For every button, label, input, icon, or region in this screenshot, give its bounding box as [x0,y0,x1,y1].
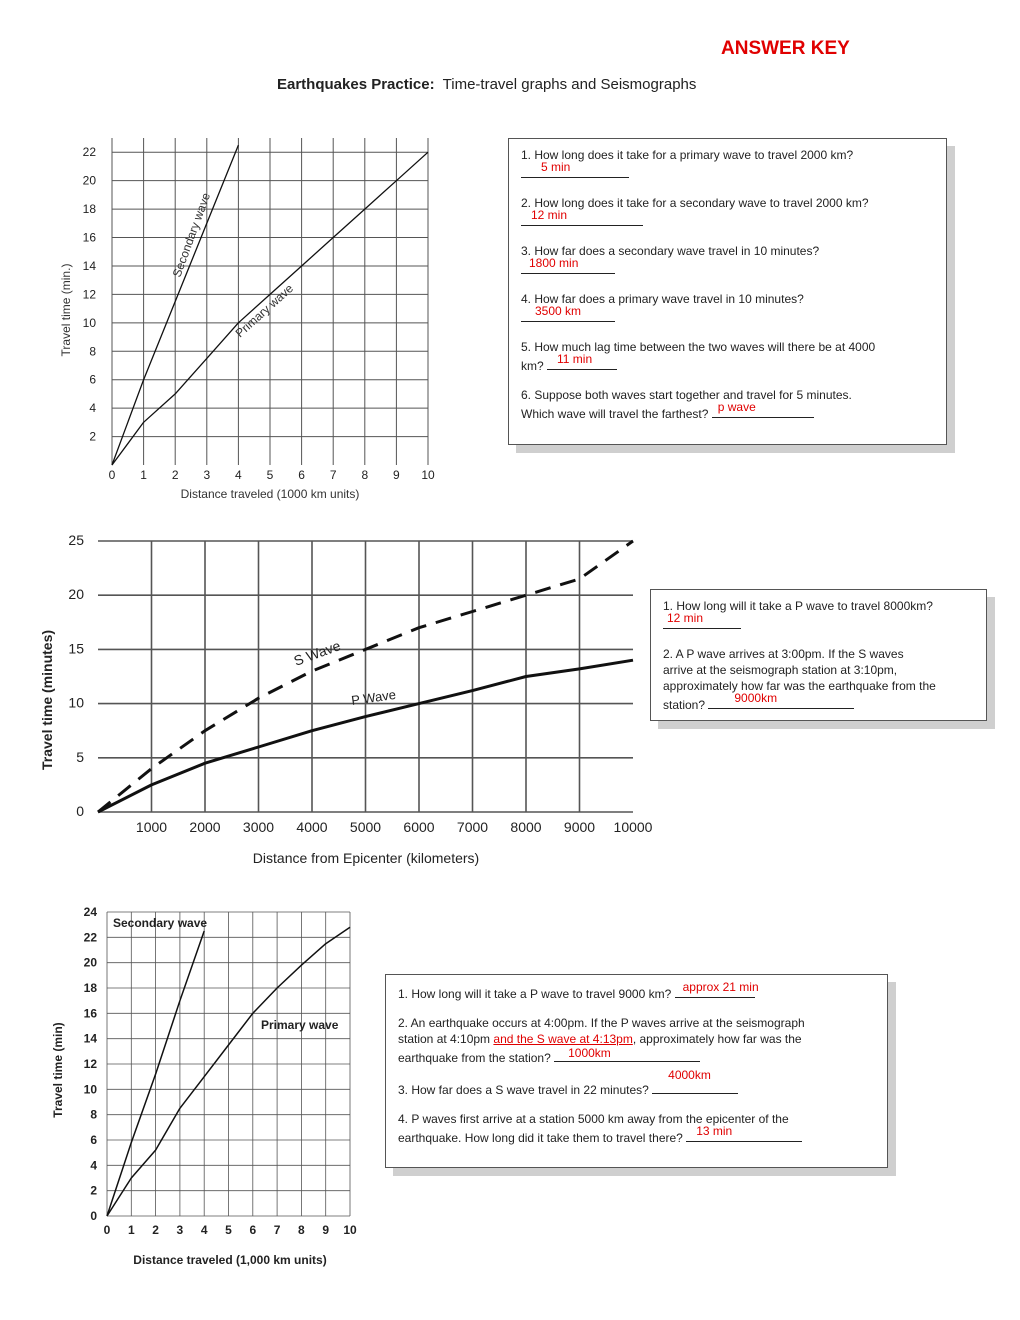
box1-q6b-text: Which wave will travel the farthest? [521,407,709,421]
box3-q2b-post-text: , approximately how far was the [632,1032,802,1046]
box1-q2-text: 2. How long does it take for a secondary wave to travel 2000 km? [521,196,869,210]
question-box-1 [508,138,947,445]
box3-question-1 [398,980,879,1002]
box3-q4b-text: earthquake. How long did it take them to travel there? [398,1131,683,1145]
x-tick-label-1: 1 [140,468,147,482]
y-tick-label-10: 10 [68,694,84,711]
x-tick-label-10: 10 [421,468,435,482]
box3-q3-text: 3. How far does a S wave travel in 22 minutes? [398,1083,649,1097]
x-tick-label-2000: 2000 [189,819,221,835]
y-tick-label-6: 6 [90,1133,97,1147]
box3-q2b-pre-text: station at 4:10pm [398,1032,491,1046]
x-tick-label-4: 4 [235,468,242,482]
x-tick-label-10000: 10000 [613,819,653,835]
box3-question-2 [398,1015,879,1066]
box3-q2a-text: 2. An earthquake occurs at 4:00pm. If the P waves arrive at the seismograph [398,1016,805,1030]
graph2-ylabel: Travel time (minutes) [39,629,55,771]
box1-q6-text: 6. Suppose both waves start together and travel for 5 minutes. [521,388,852,402]
box3-q1-text: 1. How long will it take a P wave to travel 9000 km? [398,987,672,1001]
box1-answer-1: 5 min [541,160,571,174]
x-tick-label-7: 7 [329,468,337,482]
x-tick-label-6: 6 [249,1223,257,1237]
box1-answer-2-field[interactable] [521,208,643,226]
y-tick-label-6: 6 [89,372,96,387]
x-tick-label-6000: 6000 [403,819,435,835]
y-tick-label-16: 16 [83,1006,97,1021]
y-tick-label-24: 24 [83,905,97,919]
question-box-3 [385,974,888,1168]
box1-q5-text: 5. How much lag time between the two waves will there be at 4000 [521,340,876,354]
y-tick-label-18: 18 [82,202,96,217]
question-box-2 [650,589,987,721]
box1-answer-1-field[interactable] [521,160,629,178]
box1-answer-3: 1800 min [529,256,579,270]
box1-answer-5-field[interactable] [547,352,617,370]
box1-answer-4-field[interactable] [521,304,615,322]
box2-q2a-text: 2. A P wave arrives at 3:00pm. If the S waves [663,647,904,661]
y-tick-label-4: 4 [90,1158,97,1173]
x-tick-label-0: 0 [108,468,116,482]
graph-1 [40,120,460,520]
box2-q2d-text: station? [663,698,706,712]
x-tick-label-10: 10 [343,1223,357,1237]
box1-q3-text: 3. How far does a secondary wave travel in 10 minutes? [521,244,820,258]
box3-answer-3: 4000km [668,1068,711,1082]
y-tick-label-16: 16 [82,230,96,245]
x-tick-label-6: 6 [298,468,305,482]
graph1-ylabel: Travel time (min.) [59,263,73,357]
x-tick-label-8: 8 [298,1223,305,1237]
box2-answer-1: 12 min [667,611,704,625]
box1-question-2 [521,195,938,230]
box2-q1-text: 1. How long will it take a P wave to travel 8000km? [663,599,933,613]
box3-answer-3-field[interactable] [652,1068,738,1094]
box2-answer-2: 9000km [734,691,778,705]
y-tick-label-20: 20 [82,173,96,188]
box3-answer-2-field[interactable] [554,1047,700,1062]
box3-answer-1-field[interactable] [675,980,759,998]
y-tick-label-0: 0 [76,803,84,819]
x-tick-label-2: 2 [152,1223,159,1237]
box1-question-3 [521,243,938,278]
y-tick-label-8: 8 [89,344,96,359]
x-tick-label-1000: 1000 [135,819,168,835]
x-tick-label-7: 7 [273,1223,281,1237]
graph1-xlabel: Distance traveled (1000 km units) [180,487,360,501]
y-tick-label-20: 20 [83,955,97,970]
x-tick-label-3: 3 [203,468,211,482]
box1-question-1 [521,147,938,182]
x-tick-label-0: 0 [103,1223,111,1237]
box3-answer-1: approx 21 min [682,980,759,994]
box1-question-4 [521,291,938,326]
answer-key-heading: ANSWER KEY [721,38,850,59]
x-tick-label-4000: 4000 [296,819,328,835]
box1-answer-3-field[interactable] [521,256,615,274]
y-tick-label-12: 12 [83,1057,97,1071]
x-tick-label-3: 3 [176,1223,184,1237]
x-tick-label-9000: 9000 [563,819,596,835]
box1-question-5 [521,339,938,374]
title-bold: Earthquakes Practice: [277,76,435,93]
x-tick-label-5: 5 [266,468,274,482]
x-tick-label-5: 5 [225,1223,232,1237]
y-tick-label-2: 2 [89,429,96,444]
graph-2 [40,525,660,875]
x-tick-label-4: 4 [200,1223,208,1237]
box3-q2b-red-text: and the S wave at 4:13pm [493,1032,633,1046]
graph3-primary-label: Primary wave [261,1018,339,1032]
y-tick-label-20: 20 [68,586,84,603]
box2-question-2 [663,646,978,713]
graph3-ylabel: Travel time (min) [51,1022,65,1118]
x-tick-label-7000: 7000 [456,819,489,835]
y-tick-label-10: 10 [82,315,96,330]
box3-question-4 [398,1111,879,1146]
graph2-p-label: P Wave [350,686,397,708]
box2-answer-2-field[interactable] [708,691,854,709]
y-tick-label-25: 25 [68,532,84,548]
y-tick-label-22: 22 [83,930,97,945]
x-tick-label-3000: 3000 [242,819,275,835]
box3-answer-4: 13 min [696,1124,733,1138]
box1-question-6 [521,387,938,422]
graph3-xlabel: Distance traveled (1,000 km units) [133,1253,327,1267]
page-title [277,76,696,93]
x-tick-label-1: 1 [127,1223,135,1237]
graph1-secondary-label: Secondary wave [169,190,214,280]
box2-answer-1-field[interactable] [663,611,741,629]
x-tick-label-5000: 5000 [349,819,382,835]
box1-answer-4: 3500 km [535,304,582,318]
y-tick-label-14: 14 [83,1031,97,1046]
box1-q1-text: 1. How long does it take for a primary wave to travel 2000 km? [521,148,854,162]
graph3-secondary-label: Secondary wave [113,916,208,930]
box3-answer-4-field[interactable] [686,1124,802,1142]
y-tick-label-4: 4 [89,401,96,416]
graph1-primary-label: Primary wave [232,281,297,341]
box1-answer-5: 11 min [557,352,593,366]
y-tick-label-12: 12 [82,287,96,302]
y-tick-label-8: 8 [90,1107,97,1122]
title-rest: Time-travel graphs and Seismographs [442,76,697,93]
y-tick-label-10: 10 [83,1082,97,1097]
graph2-s-label: S Wave [291,637,343,669]
x-tick-label-8: 8 [361,468,369,482]
graph2-xlabel: Distance from Epicenter (kilometers) [252,850,480,866]
y-tick-label-2: 2 [90,1183,97,1198]
y-tick-label-18: 18 [83,981,97,995]
box1-answer-2: 12 min [531,208,568,222]
x-tick-label-2: 2 [171,468,179,482]
box1-q5b-text: km? [521,359,544,373]
x-tick-label-9: 9 [322,1223,330,1237]
box2-question-1 [663,598,978,633]
graph-3 [40,890,370,1280]
box2-q2b-text: arrive at the seismograph station at 3:10pm, [663,663,898,677]
y-tick-label-5: 5 [76,748,84,765]
y-tick-label-22: 22 [82,145,96,160]
x-tick-label-9: 9 [393,468,400,482]
box3-q4a-text: 4. P waves first arrive at a station 5000 km away from the epicenter of the [398,1112,789,1126]
box1-answer-6: p wave [717,400,756,414]
box2-q2c-text: approximately how far was the earthquake from the [663,679,936,693]
box3-answer-2: 1000km [568,1046,611,1060]
box1-q4-text: 4. How far does a primary wave travel in 10 minutes? [521,292,804,306]
box1-answer-6-field[interactable] [712,400,814,418]
y-tick-label-14: 14 [82,258,96,273]
box3-question-3 [398,1068,879,1098]
y-tick-label-0: 0 [90,1209,97,1223]
box3-q2c-text: earthquake from the station? [398,1051,551,1065]
y-tick-label-15: 15 [68,640,84,657]
x-tick-label-8000: 8000 [510,819,542,835]
